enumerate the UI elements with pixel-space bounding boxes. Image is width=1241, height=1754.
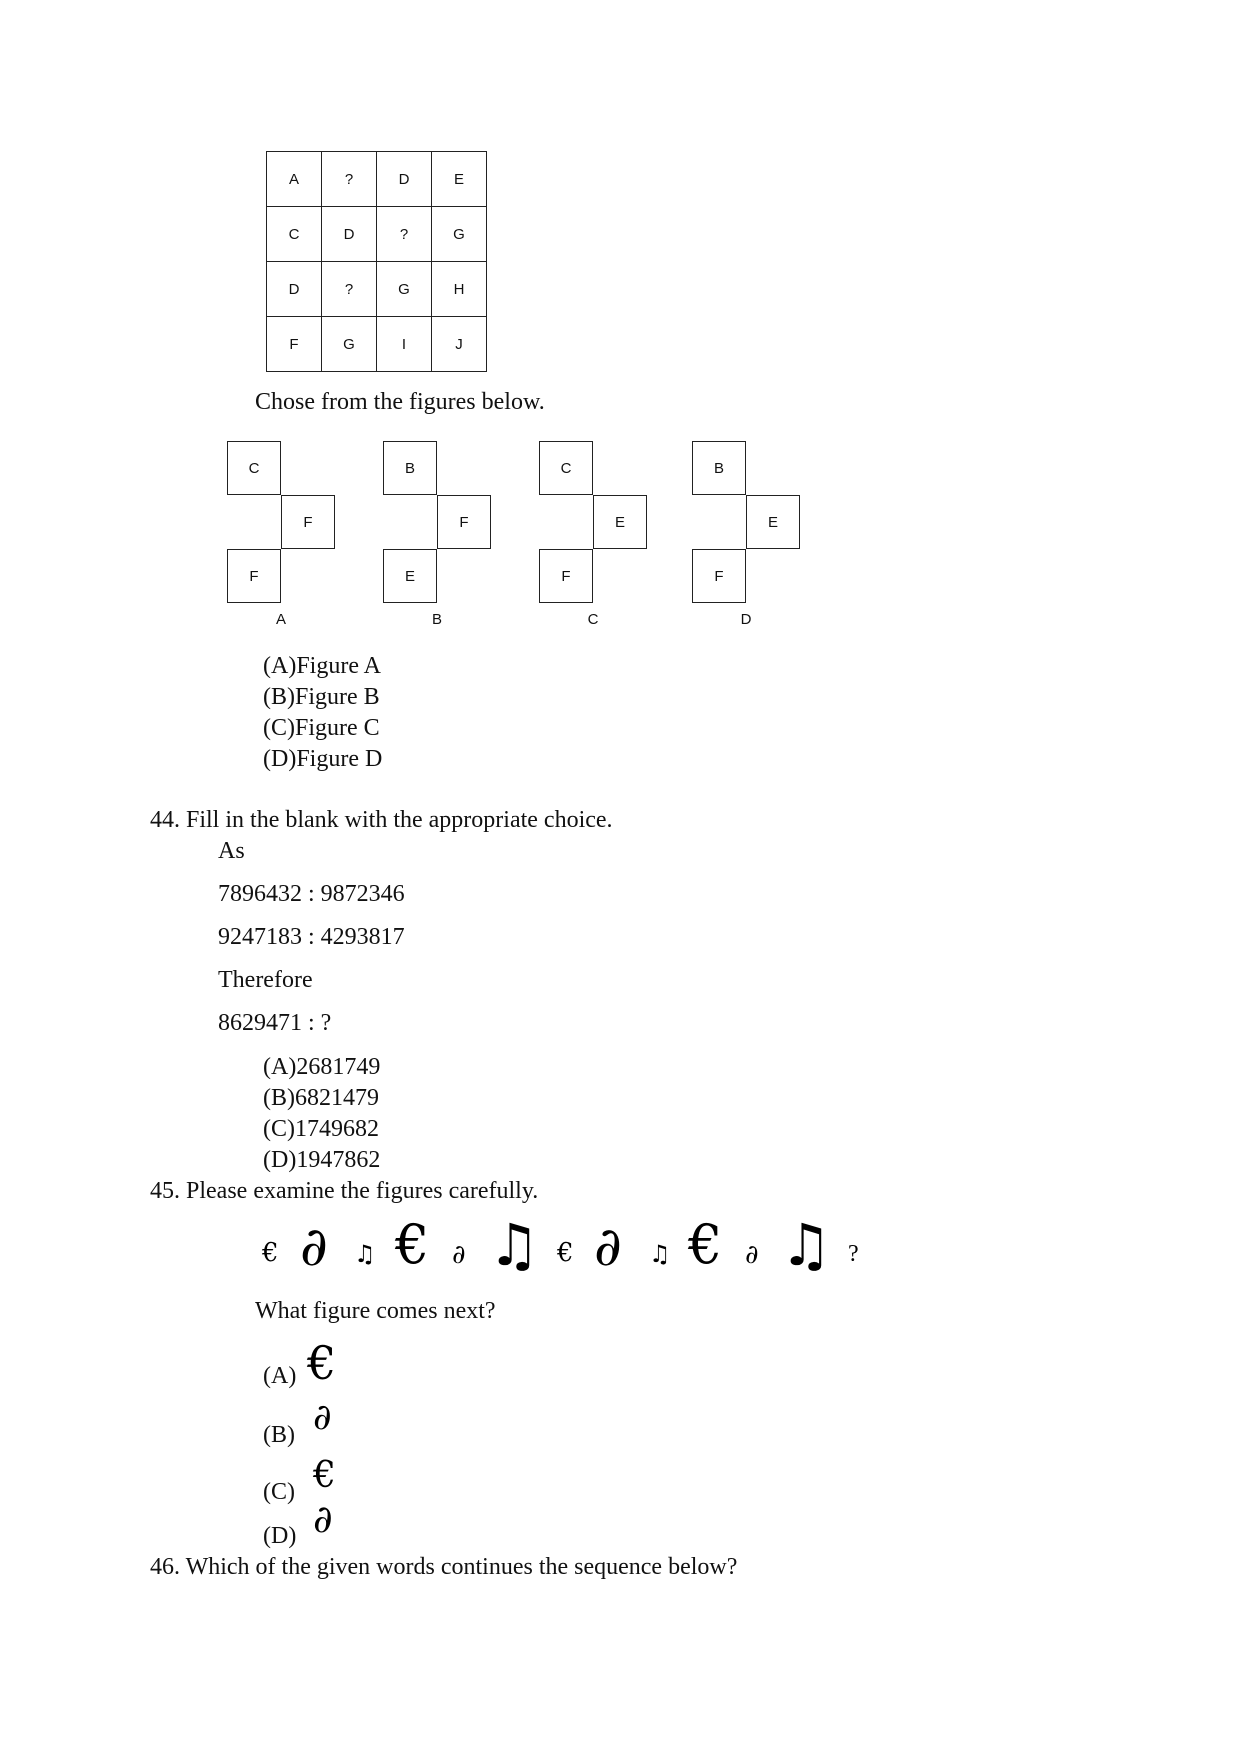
figure-d — [692, 441, 802, 628]
figure-c — [539, 441, 649, 628]
music-note-icon: ♫ — [488, 1211, 540, 1279]
q44-option-d[interactable] — [263, 1146, 380, 1174]
partial-derivative-icon: ∂ — [300, 1215, 328, 1278]
q45-option-d[interactable] — [263, 1497, 383, 1556]
grid-cell: ? — [377, 207, 432, 262]
partial-derivative-icon: ∂ — [313, 1497, 333, 1541]
option-key: (A) — [263, 1054, 297, 1080]
figure-cell: F — [539, 549, 593, 603]
figure-label: B — [431, 611, 442, 628]
figure-cell: C — [539, 441, 593, 495]
option-text: 2681749 — [296, 1054, 381, 1080]
option-key: (B) — [263, 684, 295, 710]
q43-option-c[interactable] — [263, 714, 380, 742]
option-text: Figure C — [295, 715, 380, 741]
q44-option-b[interactable] — [263, 1084, 379, 1112]
option-key: (D) — [263, 1523, 297, 1549]
figure-label: C — [587, 611, 599, 628]
figure-label: D — [740, 611, 752, 628]
grid-cell: G — [322, 317, 377, 372]
euro-icon: € — [307, 1336, 337, 1390]
grid-cell: ? — [322, 262, 377, 317]
partial-derivative-icon: ∂ — [452, 1240, 466, 1270]
figure-cell: B — [692, 441, 746, 495]
figure-cell: C — [227, 441, 281, 495]
figure-cell: E — [383, 549, 437, 603]
option-text: Figure D — [296, 746, 383, 772]
q44-question: 44. Fill in the blank with the appropriate choice. — [150, 807, 613, 833]
grid-cell: J — [432, 317, 487, 372]
figure-a — [227, 441, 337, 628]
option-key: (C) — [263, 1479, 295, 1505]
option-text: 1749682 — [295, 1116, 379, 1142]
figure-label: A — [275, 611, 286, 628]
question-mark-icon: ? — [848, 1241, 859, 1267]
figure-cell: E — [746, 495, 800, 549]
music-note-icon: ♫ — [780, 1211, 832, 1279]
option-key: (B) — [263, 1085, 295, 1111]
q44-line3: 8629471 : ? — [218, 1010, 332, 1036]
grid-cell: ? — [322, 152, 377, 207]
q45-question: 45. Please examine the figures carefully. — [150, 1178, 539, 1204]
grid-cell: D — [377, 152, 432, 207]
figure-cell: F — [437, 495, 491, 549]
grid-cell: F — [267, 317, 322, 372]
euro-icon: € — [688, 1213, 723, 1276]
q43-option-b[interactable] — [263, 683, 380, 711]
option-key: (A) — [263, 1363, 297, 1389]
q43-option-d[interactable] — [263, 745, 382, 773]
grid-cell: A — [267, 152, 322, 207]
music-note-icon: ♫ — [354, 1240, 376, 1268]
partial-derivative-icon: ∂ — [745, 1240, 759, 1270]
figure-cell: F — [281, 495, 335, 549]
grid-cell: D — [267, 262, 322, 317]
letter-grid — [266, 151, 487, 372]
figure-cell: F — [692, 549, 746, 603]
figure-cell: B — [383, 441, 437, 495]
q45-option-a[interactable] — [263, 1336, 383, 1396]
figure-b — [383, 441, 493, 628]
grid-cell: D — [322, 207, 377, 262]
q46-question: 46. Which of the given words continues the sequence below? — [150, 1554, 738, 1580]
music-note-icon: ♫ — [649, 1240, 671, 1268]
grid-cell: C — [267, 207, 322, 262]
option-key: (D) — [263, 1147, 297, 1173]
grid-cell: H — [432, 262, 487, 317]
q45-prompt: What figure comes next? — [255, 1298, 496, 1324]
q44-therefore: Therefore — [218, 967, 313, 993]
q43-prompt: Chose from the figures below. — [255, 389, 545, 415]
euro-icon: € — [395, 1213, 430, 1276]
grid-cell: G — [377, 262, 432, 317]
option-text: 6821479 — [295, 1085, 379, 1111]
euro-icon: € — [313, 1455, 336, 1496]
q44-option-a[interactable] — [263, 1053, 380, 1081]
q45-option-b[interactable] — [263, 1397, 383, 1456]
grid-cell: I — [377, 317, 432, 372]
q44-as: As — [218, 838, 245, 864]
euro-icon: € — [557, 1238, 574, 1268]
option-key: (C) — [263, 1116, 295, 1142]
figure-cell: E — [593, 495, 647, 549]
option-key: (A) — [263, 653, 297, 679]
partial-derivative-icon: ∂ — [313, 1397, 332, 1438]
option-key: (B) — [263, 1422, 295, 1448]
option-text: Figure A — [296, 653, 381, 679]
grid-cell: E — [432, 152, 487, 207]
q44-option-c[interactable] — [263, 1115, 379, 1143]
euro-icon: € — [262, 1238, 279, 1268]
q43-option-a[interactable] — [263, 652, 381, 680]
option-text: Figure B — [295, 684, 380, 710]
option-key: (D) — [263, 746, 297, 772]
option-key: (C) — [263, 715, 295, 741]
figure-cell: F — [227, 549, 281, 603]
q44-line2: 9247183 : 4293817 — [218, 924, 405, 950]
q44-line1: 7896432 : 9872346 — [218, 881, 405, 907]
partial-derivative-icon: ∂ — [594, 1215, 622, 1278]
grid-cell: G — [432, 207, 487, 262]
option-text: 1947862 — [296, 1147, 381, 1173]
